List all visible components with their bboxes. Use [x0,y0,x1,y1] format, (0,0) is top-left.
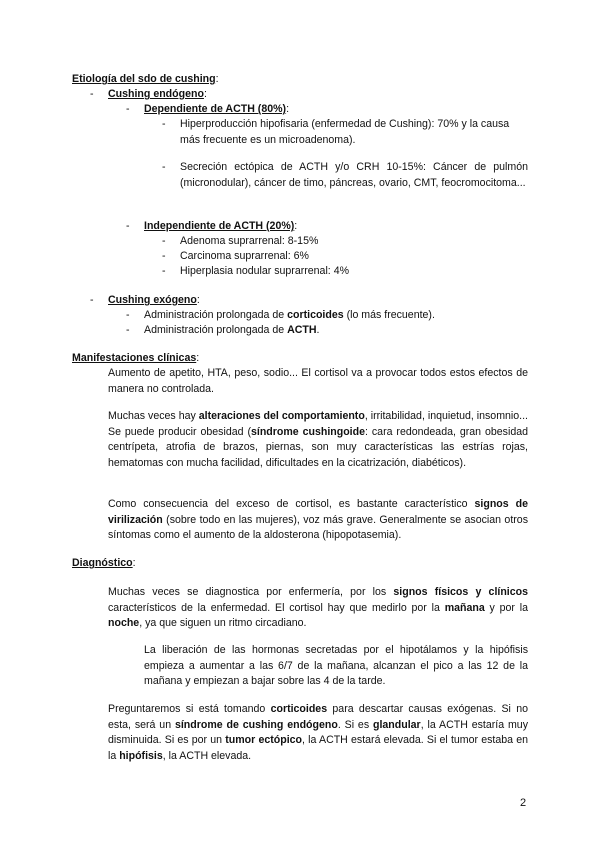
diagnostico-p2: La liberación de las hormonas secretadas por el hipotálamos y la hipófisis empieza a aumentar a las 6/7 de la mañana, alcanzan el pico a las 12 de la mañana y empiezan a bajar sobre las 4 de la tarde. [144,644,528,687]
cushing-endogeno-label: Cushing endógeno: [108,88,207,100]
manifestaciones-heading: Manifestaciones clínicas: [72,352,200,364]
diagnostico-p1: Muchas veces se diagnostica por enfermería, por los signos físicos y clínicos característicos de la enfermedad. El cortisol hay que medirlo por la mañana y por la noche, ya que siguen un ritmo circadiano. [108,586,529,629]
exo-item-corticoides: Administración prolongada de corticoides (lo más frecuente). [144,309,435,321]
manifestaciones-p1: Aumento de apetito, HTA, peso, sodio... El cortisol va a provocar todos estos efectos de manera no controlada. [108,367,528,395]
bullet-dash: - [162,161,166,173]
bullet-dash: - [162,265,166,277]
bullet-dash: - [126,103,130,115]
bullet-dash: - [90,294,94,306]
bullet-dash: - [126,309,130,321]
independiente-acth-label: Independiente de ACTH (20%): [144,220,298,232]
diagnostico-p3: Preguntaremos si está tomando corticoides para descartar causas exógenas. Si no esta, será un síndrome de cushing endógeno. Si es glandular, la ACTH estaría muy disminuida. Si es por un tumor ectópico, la ACTH estará elevada. Si el tumor estaba en la hipófisis, la ACTH elevada. [108,703,528,762]
indep-item-carcinoma: Carcinoma suprarrenal: 6% [180,250,309,262]
diagnostico-heading: Diagnóstico: [72,557,136,569]
bullet-dash: - [126,324,130,336]
bullet-dash: - [90,88,94,100]
exo-item-acth: Administración prolongada de ACTH. [144,324,320,336]
dep-item-hipofisaria: Hiperproducción hipofisaria (enfermedad de Cushing): 70% y la causa más frecuente es un microadenoma). [180,118,510,146]
manifestaciones-p3: Como consecuencia del exceso de cortisol, es bastante característico signos de virilización (sobre todo en las mujeres), voz más grave. Generalmente se asocian otros síntomas como el aumento de la aldosterona (hipopotasemia). [108,498,528,541]
bullet-dash: - [162,250,166,262]
page-number: 2 [520,797,527,809]
dependiente-acth-label: Dependiente de ACTH (80%): [144,103,290,115]
bullet-dash: - [162,235,166,247]
cushing-exogeno-label: Cushing exógeno: [108,294,200,306]
indep-item-adenoma: Adenoma suprarrenal: 8-15% [180,235,319,247]
indep-item-hiperplasia: Hiperplasia nodular suprarrenal: 4% [180,265,350,277]
bullet-dash: - [126,220,130,232]
dep-item-ectopica: Secreción ectópica de ACTH y/o CRH 10-15%: Cáncer de pulmón (micronodular), cáncer de timo, páncreas, ovario, CMT, feocromocitoma... [180,161,528,189]
etiologia-heading: Etiología del sdo de cushing: [72,73,219,85]
bullet-dash: - [162,118,166,130]
manifestaciones-p2: Muchas veces hay alteraciones del comportamiento, irritabilidad, inquietud, insomnio... Se puede producir obesidad (síndrome cushingoide: cara redondeada, gran obesidad centrípeta, atrofia de brazos, piernas, son muy características las estrías rojas, hematomas con mucha facilidad, dificultades en la cicatrización, diabéticos). [108,410,529,469]
